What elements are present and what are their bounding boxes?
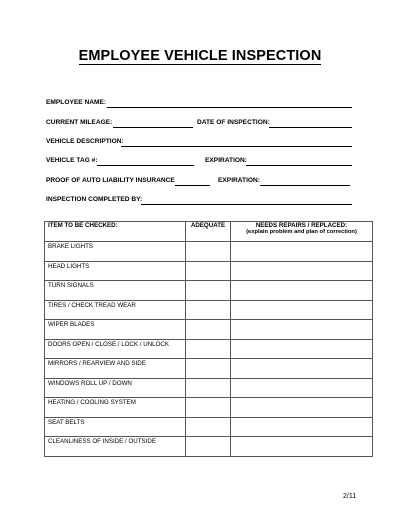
table-row — [45, 300, 373, 320]
table-row — [45, 437, 373, 457]
table-row — [45, 261, 373, 281]
adequate-cell[interactable] — [186, 261, 231, 281]
table-row — [45, 242, 373, 262]
item-cell: TURN SIGNALS — [45, 281, 186, 301]
item-cell: WINDOWS ROLL UP / DOWN — [45, 378, 186, 398]
item-cell: MIRRORS / REARVIEW AND SIDE — [45, 359, 186, 379]
item-cell: DOORS OPEN / CLOSE / LOCK / UNLOCK — [45, 339, 186, 359]
item-cell: BRAKE LIGHTS — [45, 242, 186, 262]
table-header-row — [45, 222, 373, 242]
table-row — [45, 281, 373, 301]
item-cell: WIPER BLADES — [45, 320, 186, 340]
repairs-cell[interactable] — [231, 300, 373, 320]
adequate-cell[interactable] — [186, 320, 231, 340]
adequate-cell[interactable] — [186, 398, 231, 418]
expiration-label-2: EXPIRATION: — [218, 177, 261, 184]
adequate-cell[interactable] — [186, 378, 231, 398]
repairs-column-header — [231, 222, 373, 242]
vehicle-description-field[interactable] — [121, 146, 352, 147]
current-mileage-label: CURRENT MILEAGE: — [46, 119, 113, 126]
repairs-cell[interactable] — [231, 320, 373, 340]
inspection-table — [44, 221, 373, 457]
repairs-header-label: NEEDS REPAIRS / REPLACED: — [255, 222, 348, 229]
inspection-completed-by-field[interactable] — [141, 204, 352, 205]
table-row — [45, 320, 373, 340]
adequate-cell[interactable] — [186, 417, 231, 437]
repairs-cell[interactable] — [231, 339, 373, 359]
repairs-cell[interactable] — [231, 261, 373, 281]
table-row — [45, 339, 373, 359]
adequate-cell[interactable] — [186, 339, 231, 359]
repairs-cell[interactable] — [231, 398, 373, 418]
item-cell: HEATING / COOLING SYSTEM — [45, 398, 186, 418]
repairs-cell[interactable] — [231, 417, 373, 437]
vehicle-description-label: VEHICLE DESCRIPTION: — [46, 138, 124, 145]
item-column-header: ITEM TO BE CHECKED: — [45, 222, 186, 242]
repairs-cell[interactable] — [231, 378, 373, 398]
adequate-column-header: ADEQUATE — [186, 222, 231, 242]
date-of-inspection-label: DATE OF INSPECTION: — [197, 119, 270, 126]
item-cell: HEAD LIGHTS — [45, 261, 186, 281]
repairs-cell[interactable] — [231, 242, 373, 262]
current-mileage-field[interactable] — [113, 127, 193, 128]
vehicle-tag-label: VEHICLE TAG #: — [46, 157, 98, 164]
adequate-cell[interactable] — [186, 242, 231, 262]
item-cell: SEAT BELTS — [45, 417, 186, 437]
adequate-cell[interactable] — [186, 359, 231, 379]
repairs-cell[interactable] — [231, 281, 373, 301]
proof-insurance-label: PROOF OF AUTO LIABILITY INSURANCE — [46, 177, 175, 184]
date-of-inspection-field[interactable] — [269, 127, 352, 128]
adequate-cell[interactable] — [186, 437, 231, 457]
employee-name-field[interactable] — [107, 107, 352, 108]
expiration-field-2[interactable] — [260, 185, 350, 186]
adequate-cell[interactable] — [186, 300, 231, 320]
table-row — [45, 359, 373, 379]
page-title: EMPLOYEE VEHICLE INSPECTION — [78, 48, 322, 64]
proof-insurance-field[interactable] — [175, 185, 210, 186]
table-row — [45, 378, 373, 398]
adequate-cell[interactable] — [186, 281, 231, 301]
expiration-field-1[interactable] — [246, 165, 352, 166]
expiration-label-1: EXPIRATION: — [205, 157, 248, 164]
item-cell: TIRES / CHECK TREAD WEAR — [45, 300, 186, 320]
employee-name-label: EMPLOYEE NAME: — [46, 99, 107, 106]
page-number: 2/11 — [343, 493, 357, 500]
inspection-completed-by-label: INSPECTION COMPLETED BY: — [46, 196, 143, 203]
repairs-cell[interactable] — [231, 359, 373, 379]
table-row — [45, 417, 373, 437]
repairs-header-note: (explain problem and plan of correction) — [246, 229, 357, 235]
item-cell: CLEANLINESS OF INSIDE / OUTSIDE — [45, 437, 186, 457]
vehicle-tag-field[interactable] — [97, 165, 194, 166]
table-row — [45, 398, 373, 418]
repairs-cell[interactable] — [231, 437, 373, 457]
